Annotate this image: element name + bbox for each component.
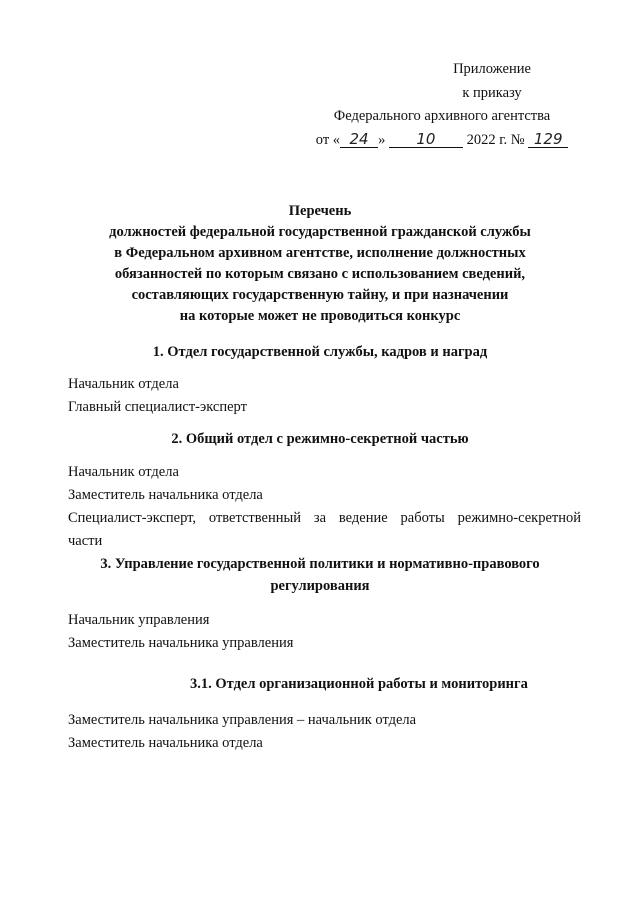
position-item: Специалист-эксперт, ответственный за ведение работы режимно-секретной bbox=[68, 510, 581, 526]
appendix-order-ref: к приказу bbox=[462, 84, 522, 101]
position-item: Заместитель начальника управления bbox=[68, 635, 294, 651]
appendix-header bbox=[302, 58, 582, 152]
position-item: Начальник отдела bbox=[68, 376, 179, 392]
section-3-1-heading bbox=[190, 673, 580, 695]
position-item: Заместитель начальника отдела bbox=[68, 487, 263, 503]
date-year: 2022 г. bbox=[466, 131, 508, 148]
handwritten-month: 10 bbox=[389, 131, 463, 148]
title-line: в Федеральном архивном агентстве, исполнение должностных bbox=[114, 245, 526, 261]
section-heading-line: 3.1. Отдел организационной работы и мониторинга bbox=[190, 676, 528, 692]
title-line: обязанностей по которым связано с использованием сведений, bbox=[114, 266, 526, 282]
appendix-agency: Федерального архивного агентства bbox=[333, 108, 551, 124]
date-prefix: от « bbox=[315, 131, 341, 148]
title-line: на которые может не проводиться конкурс bbox=[179, 308, 461, 324]
title-line: должностей федеральной государственной гражданской службы bbox=[109, 224, 531, 240]
section-2-heading bbox=[60, 428, 580, 450]
appendix-date-line bbox=[302, 129, 582, 153]
section-3-1-positions bbox=[68, 709, 581, 755]
section-heading-line: 2. Общий отдел с режимно-секретной частью bbox=[171, 431, 469, 447]
section-3-heading bbox=[60, 553, 580, 597]
section-heading-line: регулирования bbox=[270, 578, 370, 594]
date-quote-close: » bbox=[378, 131, 386, 148]
appendix-label: Приложение bbox=[453, 61, 531, 77]
section-1-positions bbox=[68, 373, 581, 419]
handwritten-order-number: 129 bbox=[528, 131, 568, 148]
number-label: № bbox=[510, 131, 525, 148]
position-item: Заместитель начальника отдела bbox=[68, 735, 263, 751]
handwritten-day: 24 bbox=[340, 131, 378, 148]
position-item: Главный специалист-эксперт bbox=[68, 399, 247, 415]
position-item: Начальник управления bbox=[68, 612, 210, 628]
section-heading-line: 1. Отдел государственной службы, кадров и наград bbox=[152, 344, 488, 360]
position-item-continuation: части bbox=[68, 533, 103, 549]
title-heading: Перечень bbox=[288, 203, 352, 219]
section-3-positions bbox=[68, 609, 581, 655]
title-line: составляющих государственную тайну, и при назначении bbox=[131, 287, 509, 303]
section-1-heading bbox=[60, 341, 580, 363]
section-2-positions bbox=[68, 461, 581, 553]
section-heading-line: 3. Управление государственной политики и нормативно-правового bbox=[100, 556, 540, 572]
document-title bbox=[60, 201, 580, 327]
position-item: Начальник отдела bbox=[68, 464, 179, 480]
position-item: Заместитель начальника управления – начальник отдела bbox=[68, 712, 417, 728]
